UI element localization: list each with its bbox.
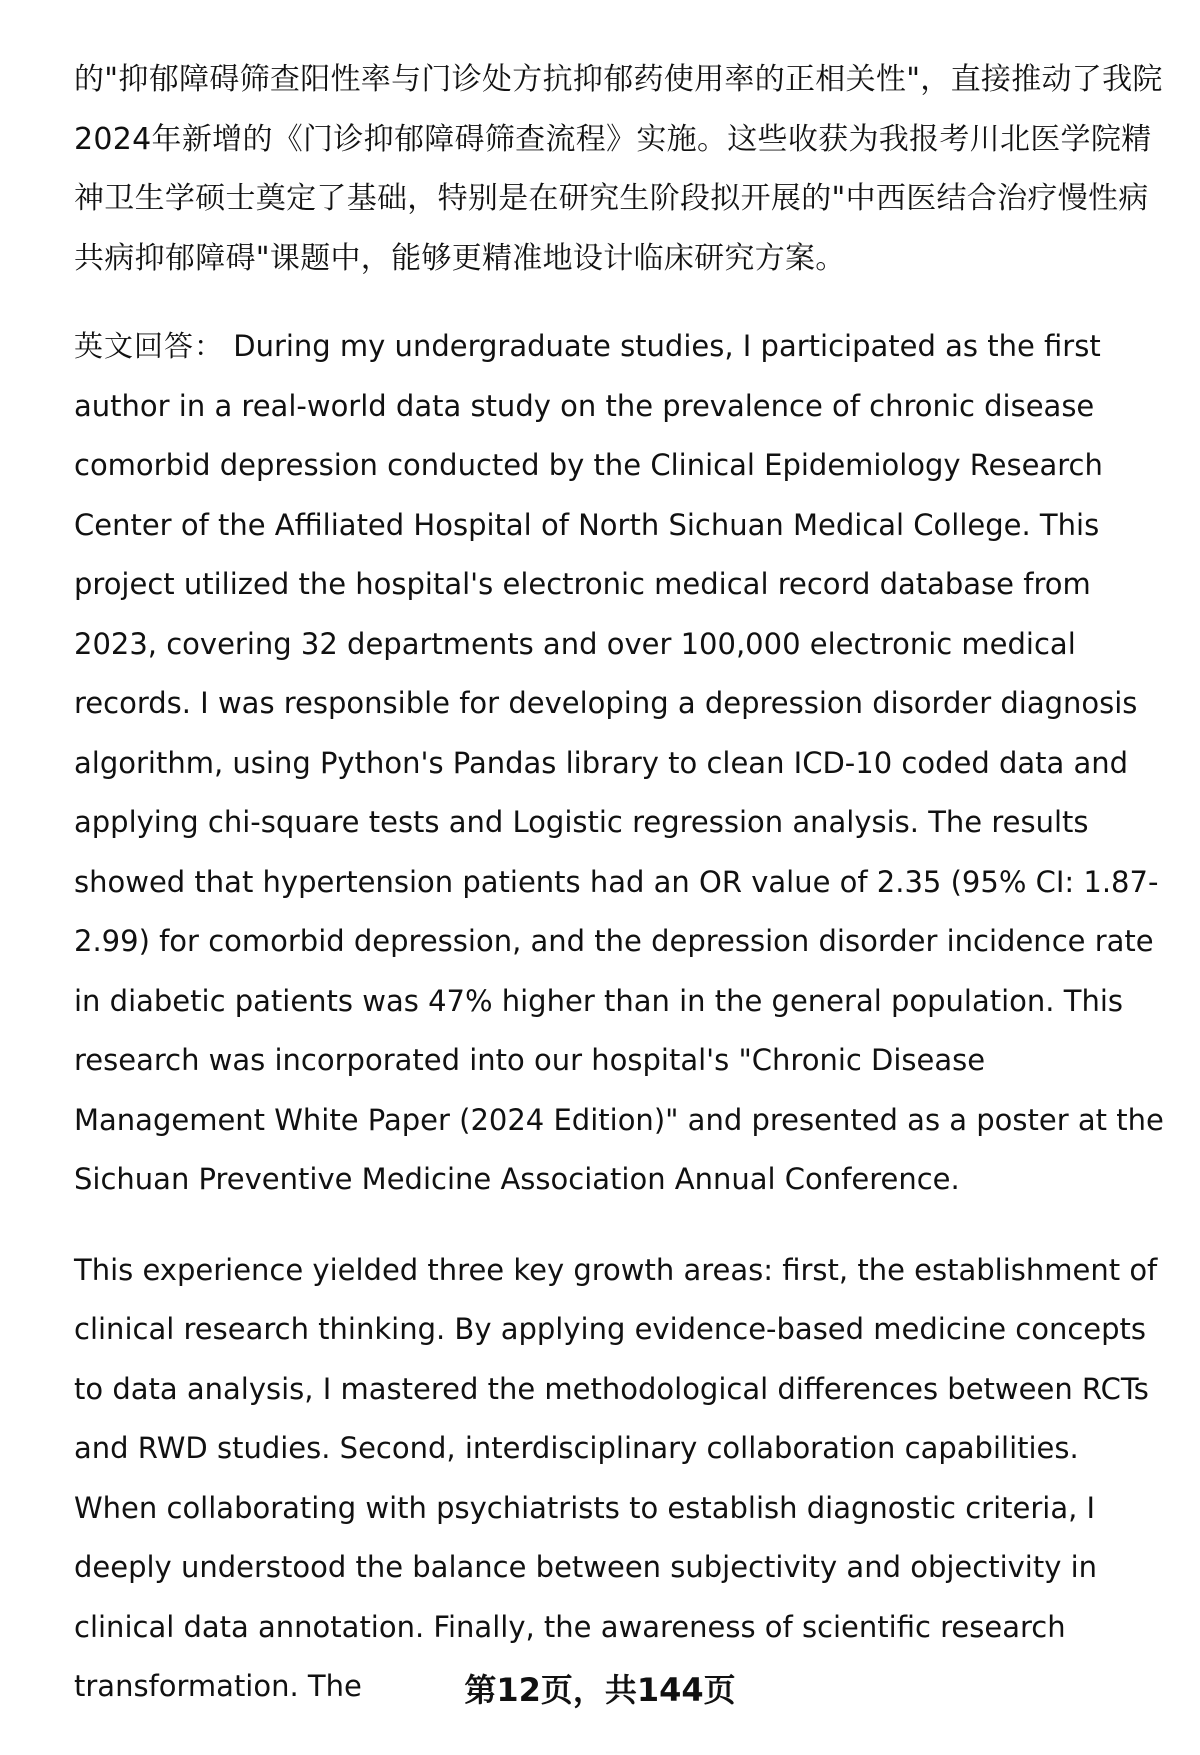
page-number-footer: 第12页，共144页 (464, 1671, 736, 1709)
english-answer-text: During my undergraduate studies, I participated as the first author in a real-world data study on the prevalence of chronic disease comorbid depression conducted by the Clinical Epidemiology Research Center of the Affiliated Hospital of North Sichuan Medical College. This project utilized the hospital's electronic medical record database from 2023, covering 32 departments and over 100,000 electronic medical records. I was responsible for developing a depression disorder diagnosis algorithm, using Python's Pandas library to clean ICD-10 coded data and applying chi-square tests and Logistic regression analysis. The results showed that hypertension patients had an OR value of 2.35 (95% CI: 1.87-2.99) for comorbid depression, and the depression disorder incidence rate in diabetic patients was 47% higher than in the general population. This research was incorporated into our hospital's "Chronic Disease Management White Paper (2024 Edition)" and presented as a poster at the Sichuan Preventive Medicine Association Annual Conference. (74, 329, 1164, 1196)
english-answer-paragraph (74, 317, 1164, 1210)
document-body (74, 50, 1164, 1717)
growth-paragraph: This experience yielded three key growth areas: first, the establishment of clinical research thinking. By applying evidence-based medicine concepts to data analysis, I mastered the methodological differences between RCTs and RWD studies. Second, interdisciplinary collaboration capabilities. When collaborating with psychiatrists to establish diagnostic criteria, I deeply understood the balance between subjectivity and objectivity in clinical data annotation. Finally, the awareness of scientific research transformation. The (74, 1252, 1158, 1703)
intro-paragraph: 的"抑郁障碍筛查阳性率与门诊处方抗抑郁药使用率的正相关性"，直接推动了我院2024年新增的《门诊抑郁障碍筛查流程》实施。这些收获为我报考川北医学院精神卫生学硕士奠定了基础，特别是在研究生阶段拟开展的"中西医结合治疗慢性病共病抑郁障碍"课题中，能够更精准地设计临床研究方案。 (74, 62, 1163, 276)
english-answer-label: 英文回答： (74, 329, 225, 363)
